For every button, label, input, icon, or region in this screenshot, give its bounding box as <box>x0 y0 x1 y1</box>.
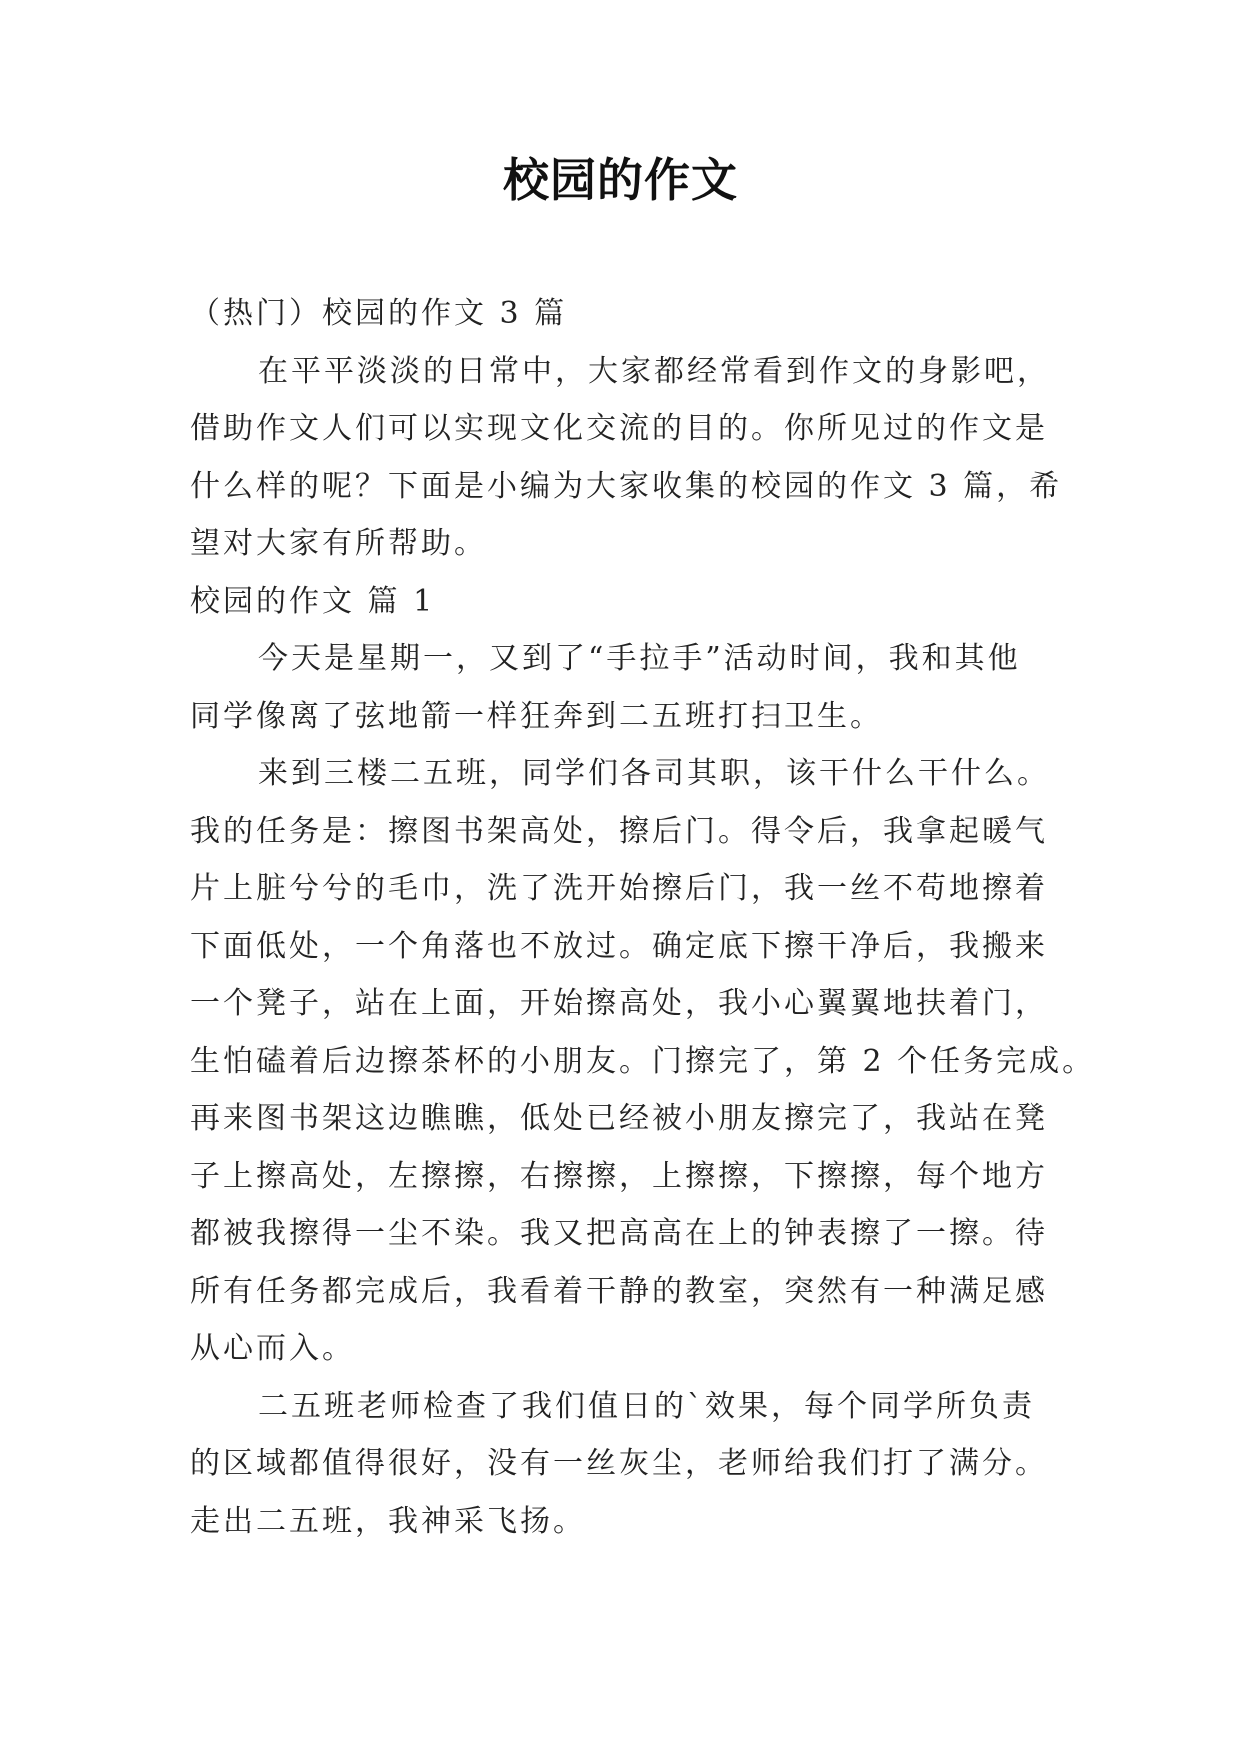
paragraph-line: 的区域都值得很好，没有一丝灰尘，老师给我们打了满分。 <box>190 1446 1048 1481</box>
paragraph-line: 所有任务都完成后，我看着干静的教室，突然有一种满足感 <box>190 1273 1048 1309</box>
paragraph-line: 下面低处，一个角落也不放过。确定底下擦干净后，我搬来 <box>190 928 1048 964</box>
paragraph-line: 生怕磕着后边擦茶杯的小朋友。门擦完了，第 2 个任务完成。 <box>190 1043 1096 1079</box>
paragraph-line: 子上擦高处，左擦擦，右擦擦，上擦擦，下擦擦，每个地方 <box>190 1158 1048 1194</box>
paragraph-line: 我的任务是：擦图书架高处，擦后门。得令后，我拿起暖气 <box>190 813 1048 849</box>
paragraph-line: 今天是星期一，又到了“手拉手”活动时间，我和其他 <box>258 641 1021 676</box>
paragraph-line: 同学像离了弦地箭一样狂奔到二五班打扫卫生。 <box>190 698 883 734</box>
paragraph-line: 在平平淡淡的日常中，大家都经常看到作文的身影吧， <box>258 353 1050 389</box>
paragraph-line: 一个凳子，站在上面，开始擦高处，我小心翼翼地扶着门， <box>190 986 1048 1021</box>
document-body <box>190 285 1096 1550</box>
paragraph-line: 借助作文人们可以实现文化交流的目的。你所见过的作文是 <box>190 411 1048 446</box>
paragraph-line: 来到三楼二五班，同学们各司其职，该干什么干什么。 <box>258 756 1050 791</box>
subtitle-line: （热门）校园的作文 3 篇 <box>190 296 568 331</box>
paragraph-line: 望对大家有所帮助。 <box>190 526 487 561</box>
document-title: 校园的作文 <box>503 153 738 207</box>
paragraph-line: 都被我擦得一尘不染。我又把高高在上的钟表擦了一擦。待 <box>190 1216 1048 1251</box>
section-heading: 校园的作文 篇 1 <box>190 583 436 619</box>
paragraph-line: 片上脏兮兮的毛巾，洗了洗开始擦后门，我一丝不苟地擦着 <box>190 871 1048 906</box>
paragraph-line: 再来图书架这边瞧瞧，低处已经被小朋友擦完了，我站在凳 <box>190 1101 1048 1136</box>
paragraph-line: 走出二五班，我神采飞扬。 <box>190 1503 586 1539</box>
paragraph-line: 什么样的呢？下面是小编为大家收集的校园的作文 3 篇，希 <box>190 468 1063 504</box>
paragraph-line: 从心而入。 <box>190 1331 355 1366</box>
paragraph-line: 二五班老师检查了我们值日的`效果，每个同学所负责 <box>258 1388 1035 1424</box>
